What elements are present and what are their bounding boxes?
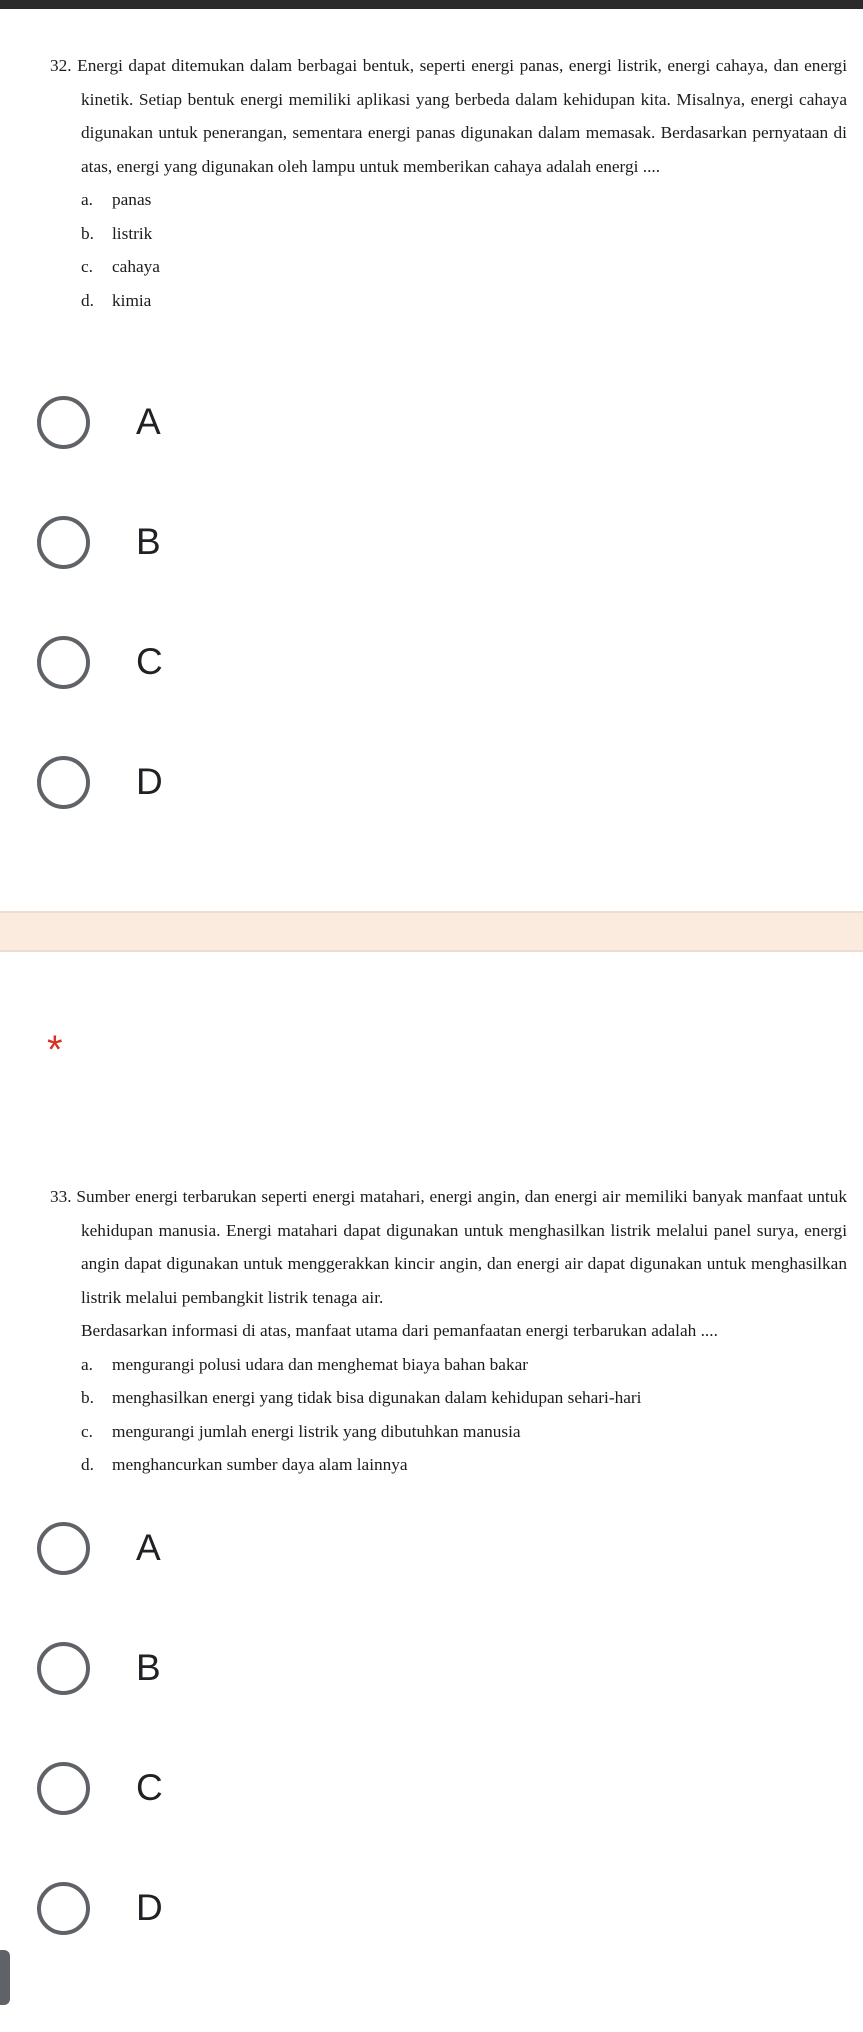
choice-item — [81, 284, 847, 318]
question-32-choices — [50, 183, 847, 317]
choice-text: kimia — [112, 290, 152, 310]
radio-label: D — [136, 1887, 163, 1928]
radio-option-b[interactable] — [37, 482, 637, 602]
radio-circle-icon[interactable] — [37, 1522, 90, 1575]
question-32-image — [50, 49, 847, 317]
choice-item — [81, 250, 847, 284]
choice-letter: c. — [81, 1421, 93, 1441]
radio-circle-icon[interactable] — [37, 516, 90, 569]
choice-letter: c. — [81, 257, 93, 276]
choice-item — [81, 183, 847, 217]
radio-option-c[interactable] — [37, 602, 637, 722]
choice-item — [81, 1448, 847, 1482]
radio-circle-icon[interactable] — [37, 756, 90, 809]
choice-text: mengurangi polusi udara dan menghemat biaya bahan bakar — [112, 1354, 529, 1374]
radio-label: A — [136, 401, 161, 442]
radio-circle-icon[interactable] — [37, 396, 90, 449]
question-33-prompt: Berdasarkan informasi di atas, manfaat utama dari pemanfaatan energi terbarukan adalah .... — [81, 1321, 718, 1340]
choice-letter: a. — [81, 190, 93, 209]
radio-label: B — [136, 1647, 161, 1688]
choice-item — [81, 217, 847, 251]
top-status-bar — [0, 0, 863, 9]
radio-option-d[interactable] — [37, 1848, 637, 1968]
radio-circle-icon[interactable] — [37, 636, 90, 689]
question-33-choices — [50, 1348, 847, 1482]
choice-letter: b. — [81, 223, 94, 243]
radio-circle-icon[interactable] — [37, 1642, 90, 1695]
radio-option-b[interactable] — [37, 1608, 637, 1728]
required-marker: * — [47, 1028, 63, 1072]
question-32-text: 32. Energi dapat ditemukan dalam berbagai bentuk, seperti energi panas, energi listrik, energi cahaya, dan energi kinetik. Setiap bentuk energi memiliki aplikasi yang berbeda dalam kehidupan kita. Misalnya, energi cahaya digunakan untuk penerangan, sementara energi panas digunakan dalam memasak. Berdasarkan pernyataan di atas, energi yang digunakan oleh lampu untuk memberikan cahaya adalah energi .... — [50, 56, 847, 176]
radio-circle-icon[interactable] — [37, 1882, 90, 1935]
question-33-text: 33. Sumber energi terbarukan seperti energi matahari, energi angin, dan energi air memiliki banyak manfaat untuk kehidupan manusia. Energi matahari dapat digunakan untuk menghasilkan listrik melalui panel surya, energi angin dapat digunakan untuk menggerakkan kincir angin, dan energi air dapat digunakan untuk menghasilkan listrik melalui pembangkit listrik tenaga air. — [50, 1187, 847, 1307]
choice-text: menghasilkan energi yang tidak bisa digunakan dalam kehidupan sehari-hari — [112, 1388, 642, 1407]
radio-option-c[interactable] — [37, 1728, 637, 1848]
radio-label: C — [136, 641, 163, 682]
choice-item — [81, 1381, 847, 1415]
scrollbar-thumb[interactable] — [0, 1950, 10, 2005]
radio-option-d[interactable] — [37, 722, 637, 842]
radio-option-a[interactable] — [37, 1488, 637, 1608]
radio-label: B — [136, 521, 161, 562]
choice-text: cahaya — [112, 257, 160, 276]
choice-item — [81, 1348, 847, 1382]
question-33-image — [50, 1180, 847, 1482]
radio-option-a[interactable] — [37, 362, 637, 482]
choice-letter: d. — [81, 1455, 94, 1474]
choice-text: menghancurkan sumber daya alam lainnya — [112, 1455, 408, 1474]
question-33-radio-group — [37, 1488, 637, 1968]
radio-label: D — [136, 761, 163, 802]
question-32-radio-group — [37, 362, 637, 842]
choice-letter: b. — [81, 1388, 94, 1407]
choice-letter: a. — [81, 1354, 93, 1374]
choice-text: panas — [112, 190, 152, 209]
radio-circle-icon[interactable] — [37, 1762, 90, 1815]
radio-label: C — [136, 1767, 163, 1808]
choice-letter: d. — [81, 290, 94, 310]
choice-text: mengurangi jumlah energi listrik yang dibutuhkan manusia — [112, 1421, 521, 1441]
choice-text: listrik — [112, 223, 153, 243]
choice-item — [81, 1415, 847, 1449]
section-divider — [0, 911, 863, 952]
radio-label: A — [136, 1527, 161, 1568]
